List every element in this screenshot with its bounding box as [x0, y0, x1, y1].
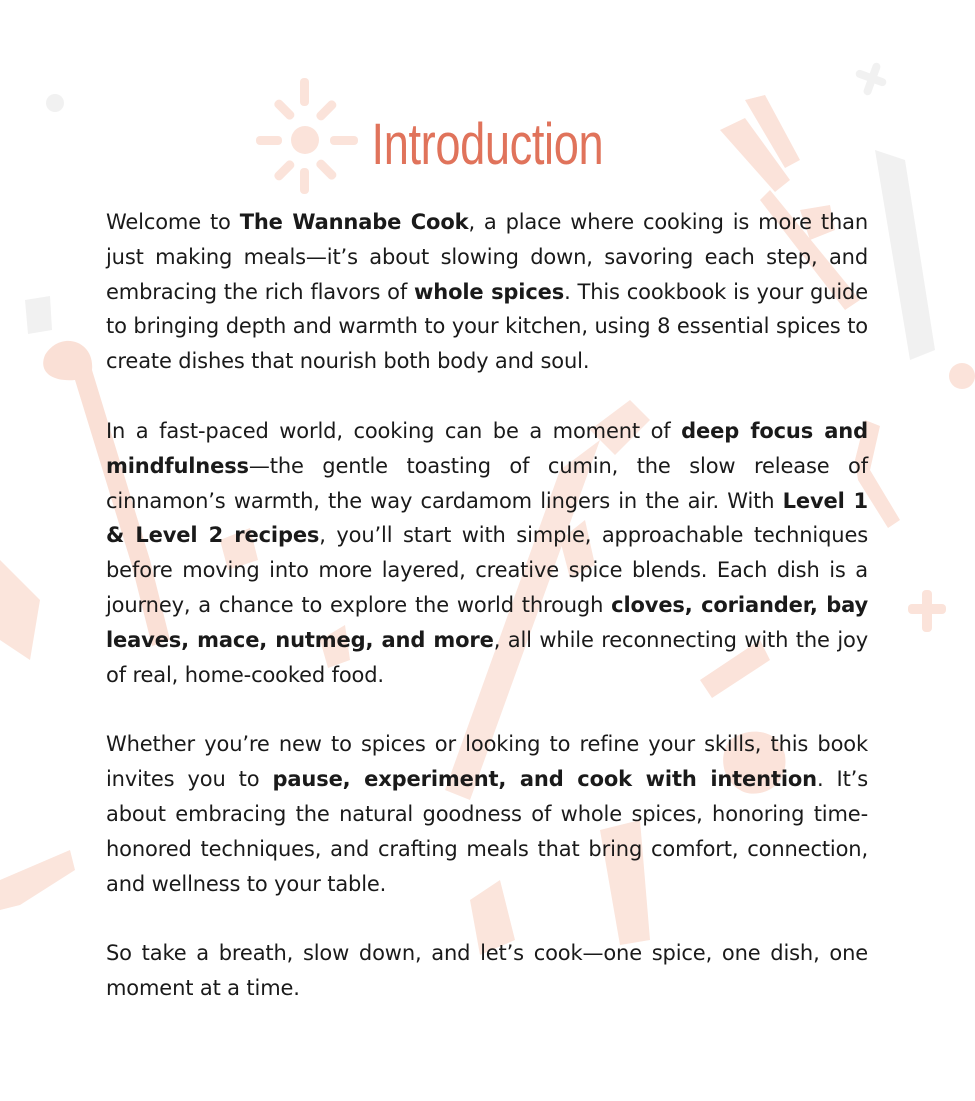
text-run: , you’ll start with simple, approachable techniques before moving into more layered, creative spice blends. Each dish is a journey, a chance to explore the world through	[106, 523, 868, 617]
bold-phrase: deep focus and mindfulness	[106, 418, 868, 478]
text-run: , all while reconnecting with the joy of real, home-cooked food.	[106, 627, 869, 687]
paragraph	[106, 414, 868, 692]
intro-body	[106, 205, 868, 1041]
text-run: —the gentle toasting of cumin, the slow release of cinnamon’s warmth, the way cardamom lingers in the air. With	[106, 453, 868, 513]
text-run: Welcome to	[106, 210, 240, 234]
paragraph	[106, 936, 868, 1006]
bold-phrase: pause, experiment, and cook with intention	[272, 767, 817, 792]
bold-phrase: whole spices	[414, 279, 565, 304]
bold-phrase: Level 1 & Level 2 recipes	[106, 488, 868, 548]
page-title: Introduction	[371, 112, 604, 177]
text-run: So take a breath, slow down, and let’s cook—one spice, one dish, one moment at a time.	[106, 941, 868, 1001]
paragraph	[106, 205, 868, 379]
text-run: Whether you’re new to spices or looking to refine your skills, this book invites you to	[106, 732, 868, 792]
text-run: . This cookbook is your guide to bringing depth and warmth to your kitchen, using 8 essential spices to create dishes that nourish both body and soul.	[106, 279, 868, 374]
paragraph	[106, 727, 868, 901]
text-run: In a fast-paced world, cooking can be a moment of	[106, 418, 682, 443]
text-run: , a place where cooking is more than just making meals—it’s about slowing down, savoring each step, and embracing the rich flavors of	[106, 210, 869, 304]
bold-phrase: cloves, coriander, bay leaves, mace, nutmeg, and more	[106, 592, 868, 652]
cross-doodle-icon	[908, 363, 975, 632]
text-run: . It’s about embracing the natural goodness of whole spices, honoring time-honored techniques, and crafting meals that bring comfort, connection, and wellness to your table.	[106, 767, 869, 896]
bold-phrase: The Wannabe Cook	[239, 210, 469, 234]
